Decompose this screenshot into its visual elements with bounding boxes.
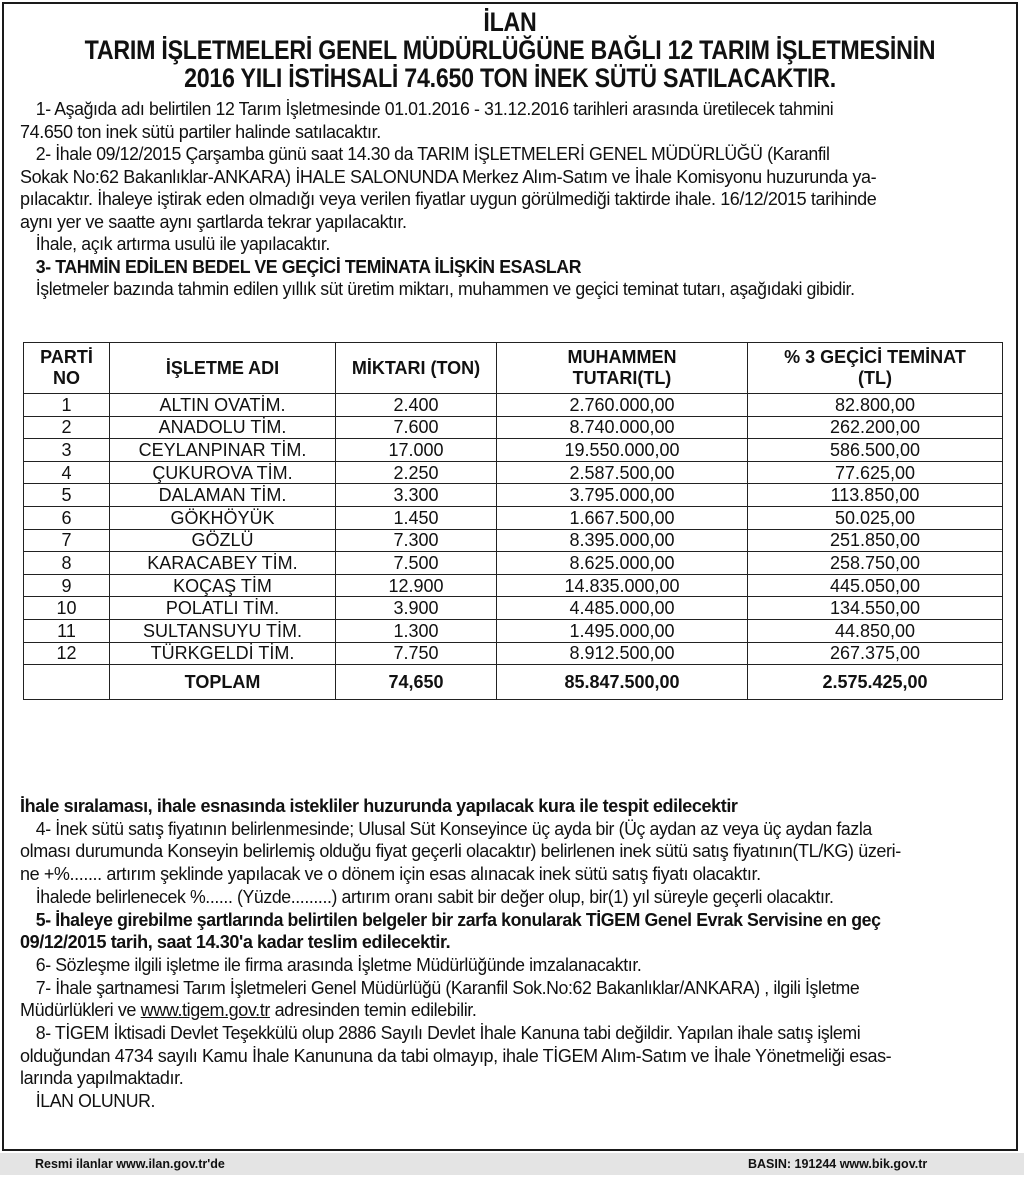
closing-text: İLAN OLUNUR. xyxy=(35,1091,156,1112)
cell-parti-no: 8 xyxy=(24,552,110,575)
cell-isletme-adi: TÜRKGELDİ TİM. xyxy=(110,642,336,665)
paragraph-8-line-1: 8- TİGEM İktisadi Devlet Teşekkülü olup 2886 Sayılı Devlet İhale Kanuna tabi değildir. Yapılan ihale satış işlemi xyxy=(35,1023,861,1044)
paragraph-7-line-2 xyxy=(20,999,1010,1022)
cell-isletme-adi: ANADOLU TİM. xyxy=(110,416,336,439)
cell-teminat: 44.850,00 xyxy=(748,619,1003,642)
title-line-2: TARIM İŞLETMELERİ GENEL MÜDÜRLÜĞÜNE BAĞLI 12 TARIM İŞLETMESİNİN xyxy=(84,35,936,65)
header-teminat-line-1: % 3 GEÇİCİ TEMİNAT xyxy=(784,347,966,367)
paragraph-3: İhale, açık artırma usulü ile yapılacaktır. xyxy=(35,234,330,254)
paragraph-7-prefix: Müdürlükleri ve xyxy=(20,1000,141,1021)
cell-muhammen: 8.395.000,00 xyxy=(497,529,748,552)
cell-teminat: 251.850,00 xyxy=(748,529,1003,552)
cell-parti-no: 1 xyxy=(24,394,110,417)
header-muhammen xyxy=(497,343,748,394)
paragraph-1-line-1: 1- Aşağıda adı belirtilen 12 Tarım İşletmesinde 01.01.2016 - 31.12.2016 tarihleri arasında üretilecek tahmini xyxy=(35,99,834,119)
cell-teminat: 445.050,00 xyxy=(748,574,1003,597)
table-row xyxy=(24,529,1003,552)
total-ton: 74,650 xyxy=(336,665,497,700)
header-teminat xyxy=(748,343,1003,394)
cell-muhammen: 8.912.500,00 xyxy=(497,642,748,665)
cell-isletme-adi: ALTIN OVATİM. xyxy=(110,394,336,417)
cell-parti-no: 2 xyxy=(24,416,110,439)
table-row xyxy=(24,552,1003,575)
cell-isletme-adi: DALAMAN TİM. xyxy=(110,484,336,507)
header-miktari: MİKTARI (TON) xyxy=(336,343,497,394)
header-parti-no xyxy=(24,343,110,394)
table-row xyxy=(24,461,1003,484)
cell-miktari: 7.750 xyxy=(336,642,497,665)
paragraph-8-line-3: larında yapılmaktadır. xyxy=(20,1068,184,1089)
cell-muhammen: 19.550.000,00 xyxy=(497,439,748,462)
cell-teminat: 262.200,00 xyxy=(748,416,1003,439)
paragraph-5-line-1: 5- İhaleye girebilme şartlarında belirtilen belgeler bir zarfa konularak TİGEM Genel Evrak Servisine en geç xyxy=(35,909,881,930)
milk-sale-table xyxy=(23,342,1003,700)
total-muhammen: 85.847.500,00 xyxy=(497,665,748,700)
paragraph-7-line-1: 7- İhale şartnamesi Tarım İşletmeleri Genel Müdürlüğü (Karanfil Sok.No:62 Bakanlıklar/ANKARA) , ilgili İşletme xyxy=(35,977,860,998)
announcement-title xyxy=(75,8,945,92)
table-row xyxy=(24,642,1003,665)
table-body xyxy=(24,394,1003,665)
intro-section xyxy=(20,98,1005,301)
paragraph-2-line-3: pılacaktır. İhaleye iştirak eden olmadığı veya verilen fiyatlar uygun görülmediği taktirde ihale. 16/12/2015 tarihinde xyxy=(20,189,877,209)
paragraph-2-line-2: Sokak No:62 Bakanlıklar-ANKARA) İHALE SALONUNDA Merkez Alım-Satım ve İhale Komisyonu huzurunda ya- xyxy=(20,166,877,187)
cell-miktari: 7.500 xyxy=(336,552,497,575)
paragraph-2-line-4: aynı yer ve saatte aynı şartlarda tekrar yapılacaktır. xyxy=(20,211,407,232)
cell-teminat: 258.750,00 xyxy=(748,552,1003,575)
cell-muhammen: 14.835.000,00 xyxy=(497,574,748,597)
tigem-website-link[interactable]: www.tigem.gov.tr xyxy=(140,1000,270,1021)
cell-isletme-adi: KARACABEY TİM. xyxy=(110,552,336,575)
cell-muhammen: 8.740.000,00 xyxy=(497,416,748,439)
cell-miktari: 1.300 xyxy=(336,619,497,642)
paragraph-1-line-2: 74.650 ton inek sütü partiler halinde satılacaktır. xyxy=(20,121,381,142)
kura-note: İhale sıralaması, ihale esnasında istekliler huzurunda yapılacak kura ile tespit edilecektir xyxy=(20,796,738,816)
table-row xyxy=(24,619,1003,642)
cell-miktari: 2.250 xyxy=(336,461,497,484)
paragraph-7-suffix: adresinden temin edilebilir. xyxy=(269,1000,477,1021)
cell-muhammen: 2.760.000,00 xyxy=(497,394,748,417)
footer-right-text: BASIN: 191244 www.bik.gov.tr xyxy=(748,1157,928,1171)
cell-teminat: 134.550,00 xyxy=(748,597,1003,620)
footer-left-text: Resmi ilanlar www.ilan.gov.tr'de xyxy=(35,1157,225,1171)
cell-parti-no: 10 xyxy=(24,597,110,620)
cell-muhammen: 8.625.000,00 xyxy=(497,552,748,575)
cell-parti-no: 5 xyxy=(24,484,110,507)
paragraph-4-line-4: İhalede belirlenecek %...... (Yüzde.........) artırım oranı sabit bir değer olup, bir(1) yıl süreyle geçerli olacaktır. xyxy=(35,886,834,907)
cell-miktari: 17.000 xyxy=(336,439,497,462)
table-row xyxy=(24,394,1003,417)
cell-miktari: 7.300 xyxy=(336,529,497,552)
title-line-1: İLAN xyxy=(483,7,537,37)
cell-parti-no: 11 xyxy=(24,619,110,642)
cell-muhammen: 2.587.500,00 xyxy=(497,461,748,484)
cell-muhammen: 1.495.000,00 xyxy=(497,619,748,642)
cell-isletme-adi: KOÇAŞ TİM xyxy=(110,574,336,597)
paragraph-5-line-2: 09/12/2015 tarih, saat 14.30'a kadar teslim edilecektir. xyxy=(20,932,451,953)
cell-teminat: 50.025,00 xyxy=(748,506,1003,529)
cell-parti-no: 12 xyxy=(24,642,110,665)
conditions-section xyxy=(20,795,1010,1113)
paragraph-6: 6- Sözleşme ilgili işletme ile firma arasında İşletme Müdürlüğünde imzalanacaktır. xyxy=(35,954,642,975)
cell-miktari: 7.600 xyxy=(336,416,497,439)
header-muhammen-line-1: MUHAMMEN xyxy=(567,347,677,367)
cell-parti-no: 7 xyxy=(24,529,110,552)
header-muhammen-line-2: TUTARI(TL) xyxy=(572,368,672,388)
total-empty-cell xyxy=(24,665,110,700)
cell-parti-no: 3 xyxy=(24,439,110,462)
cell-teminat: 77.625,00 xyxy=(748,461,1003,484)
paragraph-4-line-2: olması durumunda Konseyin belirlemiş olduğu fiyat geçerli olacaktır) belirlenen inek sütü satış fiyatının(TL/KG) üzeri- xyxy=(20,841,901,862)
cell-parti-no: 4 xyxy=(24,461,110,484)
cell-parti-no: 9 xyxy=(24,574,110,597)
cell-miktari: 3.300 xyxy=(336,484,497,507)
cell-isletme-adi: CEYLANPINAR TİM. xyxy=(110,439,336,462)
cell-teminat: 586.500,00 xyxy=(748,439,1003,462)
header-parti-no-line-2: NO xyxy=(53,368,80,388)
cell-muhammen: 3.795.000,00 xyxy=(497,484,748,507)
table-row xyxy=(24,439,1003,462)
paragraph-8-line-2: olduğundan 4734 sayılı Kamu İhale Kanununa da tabi olmayıp, ihale TİGEM Alım-Satım ve İhale Yönetmeliği esas- xyxy=(20,1045,892,1066)
cell-muhammen: 1.667.500,00 xyxy=(497,506,748,529)
footer-bar xyxy=(0,1153,1024,1175)
table-row xyxy=(24,574,1003,597)
cell-teminat: 113.850,00 xyxy=(748,484,1003,507)
total-teminat: 2.575.425,00 xyxy=(748,665,1003,700)
cell-isletme-adi: GÖZLÜ xyxy=(110,529,336,552)
table-row xyxy=(24,416,1003,439)
table-total-row xyxy=(24,665,1003,700)
cell-miktari: 3.900 xyxy=(336,597,497,620)
cell-miktari: 12.900 xyxy=(336,574,497,597)
table-header-row xyxy=(24,343,1003,394)
cell-isletme-adi: ÇUKUROVA TİM. xyxy=(110,461,336,484)
section-3-heading: 3- TAHMİN EDİLEN BEDEL VE GEÇİCİ TEMİNATA İLİŞKİN ESASLAR xyxy=(35,256,582,277)
section-3-text: İşletmeler bazında tahmin edilen yıllık süt üretim miktarı, muhammen ve geçici teminat tutarı, aşağıdaki gibidir. xyxy=(35,279,855,299)
paragraph-2-line-1: 2- İhale 09/12/2015 Çarşamba günü saat 14.30 da TARIM İŞLETMELERİ GENEL MÜDÜRLÜĞÜ (Karanfil xyxy=(35,144,830,164)
table-row xyxy=(24,506,1003,529)
cell-muhammen: 4.485.000,00 xyxy=(497,597,748,620)
paragraph-4-line-1: 4- İnek sütü satış fiyatının belirlenmesinde; Ulusal Süt Konseyince üç ayda bir (Üç aydan az veya üç aydan fazla xyxy=(35,818,872,839)
cell-parti-no: 6 xyxy=(24,506,110,529)
cell-teminat: 267.375,00 xyxy=(748,642,1003,665)
paragraph-4-line-3: ne +%....... artırım şeklinde yapılacak ve o dönem için esas alınacak inek sütü satış fiyatı olacaktır. xyxy=(20,864,761,885)
table-row xyxy=(24,597,1003,620)
header-isletme-adi: İŞLETME ADI xyxy=(110,343,336,394)
cell-isletme-adi: POLATLI TİM. xyxy=(110,597,336,620)
header-parti-no-line-1: PARTİ xyxy=(40,347,93,367)
cell-isletme-adi: SULTANSUYU TİM. xyxy=(110,619,336,642)
total-label: TOPLAM xyxy=(110,665,336,700)
cell-miktari: 2.400 xyxy=(336,394,497,417)
table-row xyxy=(24,484,1003,507)
cell-isletme-adi: GÖKHÖYÜK xyxy=(110,506,336,529)
cell-teminat: 82.800,00 xyxy=(748,394,1003,417)
title-line-3: 2016 YILI İSTİHSALİ 74.650 TON İNEK SÜTÜ SATILACAKTIR. xyxy=(184,63,836,93)
header-teminat-line-2: (TL) xyxy=(858,368,892,388)
cell-miktari: 1.450 xyxy=(336,506,497,529)
